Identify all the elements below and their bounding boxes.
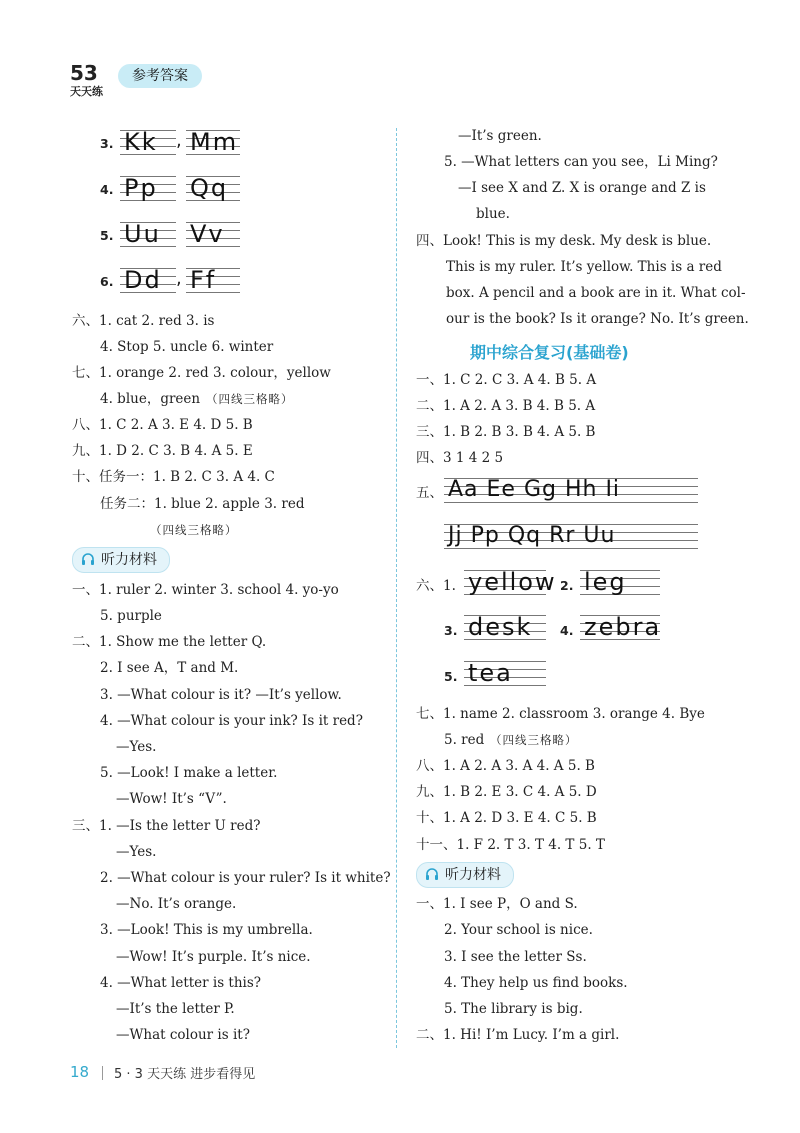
listening-material-label xyxy=(416,862,514,888)
answer-line: —Yes. xyxy=(116,739,157,755)
answer-line: 4. —What letter is this? xyxy=(100,975,262,991)
word-grid xyxy=(464,613,546,641)
letter-grid xyxy=(120,174,176,202)
answer-line: 3. —What colour is it? —It’s yellow. xyxy=(100,687,342,703)
answer-line: 四、3 1 4 2 5 xyxy=(416,450,504,466)
answer-line: 5. —What letters can you see，Li Ming? xyxy=(444,154,718,170)
listening-material-text: 听力材料 xyxy=(101,552,157,568)
answer-line: 十、1. A 2. D 3. E 4. C 5. B xyxy=(416,810,597,826)
answer-line: blue. xyxy=(476,206,510,222)
handwritten-text: Pp xyxy=(124,174,158,202)
answer-line: 六、1. cat 2. red 3. is xyxy=(72,313,215,329)
writing-grid xyxy=(444,522,698,550)
answer-line: 5. purple xyxy=(100,608,162,624)
answer-line: —Yes. xyxy=(116,844,157,860)
letter-grid xyxy=(120,266,176,294)
letter-grid xyxy=(186,220,240,248)
answer-line: 任务二：1. blue 2. apple 3. red xyxy=(100,496,305,512)
headphones-icon xyxy=(425,867,439,881)
handwritten-text: yellow xyxy=(468,568,557,596)
section-title: 期中综合复习(基础卷) xyxy=(470,343,629,362)
handwritten-text: desk xyxy=(468,613,533,641)
answer-key-badge: 参考答案 xyxy=(118,64,202,88)
word-grid xyxy=(464,659,546,687)
letter-grid xyxy=(120,128,176,156)
word-grid xyxy=(580,613,660,641)
answer-line: 4. Stop 5. uncle 6. winter xyxy=(100,339,274,355)
letter-grid xyxy=(186,128,240,156)
item-number: 3. xyxy=(444,623,458,638)
answer-note: （四线三格略） xyxy=(490,733,578,747)
answer-line: 三、1. —Is the letter U red? xyxy=(72,818,261,834)
listening-material-label xyxy=(72,547,170,573)
item-number: 5. xyxy=(100,228,114,243)
answer-line: 4. They help us find books. xyxy=(444,975,628,991)
answer-line: 一、1. I see P，O and S. xyxy=(416,896,578,912)
word-grid xyxy=(580,568,660,596)
handwritten-text: zebra xyxy=(584,613,662,641)
footer-separator xyxy=(102,1066,103,1080)
answer-line: our is the book? Is it orange? No. It’s green. xyxy=(446,311,749,327)
answer-note: （四线三格略） xyxy=(150,523,238,537)
answer-line: —I see X and Z. X is orange and Z is xyxy=(458,180,706,196)
answer-line: 九、1. B 2. E 3. C 4. A 5. D xyxy=(416,784,597,800)
answer-line: 3. I see the letter Ss. xyxy=(444,949,587,965)
answer-line: 4. —What colour is your ink? Is it red? xyxy=(100,713,363,729)
page-number: 18 xyxy=(70,1063,90,1081)
answer-line: 5. The library is big. xyxy=(444,1001,583,1017)
answer-line: —No. It’s orange. xyxy=(116,896,237,912)
answer-line: 十一、1. F 2. T 3. T 4. T 5. T xyxy=(416,837,605,853)
answer-line: 2. —What colour is your ruler? Is it white? xyxy=(100,870,391,886)
handwritten-text: Mm xyxy=(190,128,239,156)
handwritten-text: tea xyxy=(468,659,513,687)
answer-line: 4. blue，green xyxy=(100,391,201,407)
handwritten-text: Vv xyxy=(190,220,225,248)
answer-line: 5. red xyxy=(444,732,485,748)
column-divider xyxy=(396,128,397,1048)
svg-text:天天练: 天天练 xyxy=(70,85,103,98)
answer-line: 2. I see A，T and M. xyxy=(100,660,239,676)
answer-line: 2. Your school is nice. xyxy=(444,922,593,938)
item-number: 4. xyxy=(560,623,574,638)
answer-line: 十、任务一：1. B 2. C 3. A 4. C xyxy=(72,469,275,485)
item-number: 3. xyxy=(100,136,114,151)
answer-line: 七、1. orange 2. red 3. colour，yellow xyxy=(72,365,331,381)
word-grid xyxy=(464,568,557,596)
handwritten-letters: Aa Ee Gg Hh Ii xyxy=(448,477,621,502)
answer-line: —What colour is it? xyxy=(116,1027,250,1043)
answer-note: （四线三格略） xyxy=(206,392,294,406)
handwritten-letters: Jj Pp Qq Rr Uu xyxy=(448,523,616,548)
handwritten-text: Kk xyxy=(124,128,158,156)
answer-line: 七、1. name 2. classroom 3. orange 4. Bye xyxy=(416,706,705,722)
brand-logo xyxy=(68,58,116,98)
answer-line: 一、1. ruler 2. winter 3. school 4. yo-yo xyxy=(72,582,339,598)
answer-line: 一、1. C 2. C 3. A 4. B 5. A xyxy=(416,372,597,388)
letter-grid xyxy=(186,266,240,294)
footer-slogan: 5 · 3 天天练 进步看得见 xyxy=(114,1067,256,1082)
answer-line: 5. —Look! I make a letter. xyxy=(100,765,278,781)
item-number: 2. xyxy=(560,578,574,593)
answer-line: 四、Look! This is my desk. My desk is blue. xyxy=(416,233,712,249)
listening-material-text: 听力材料 xyxy=(445,867,501,883)
comma-mark: , xyxy=(176,130,182,151)
item-number: 6. xyxy=(100,274,114,289)
answer-line: box. A pencil and a book are in it. What col- xyxy=(446,285,746,301)
handwritten-text: Qq xyxy=(190,174,229,202)
handwritten-text: Dd xyxy=(124,266,162,294)
answer-line: 六、1. xyxy=(416,578,456,594)
item-number: 5. xyxy=(444,669,458,684)
handwritten-text: leg xyxy=(584,568,627,596)
answer-line: 二、1. Show me the letter Q. xyxy=(72,634,267,650)
letter-grid xyxy=(120,220,176,248)
answer-line: —It’s the letter P. xyxy=(116,1001,235,1017)
svg-text:53: 53 xyxy=(70,61,98,85)
answer-line: —Wow! It’s “V”. xyxy=(116,791,227,807)
item-number: 4. xyxy=(100,182,114,197)
answer-line: —It’s green. xyxy=(458,128,542,144)
letter-grid xyxy=(186,174,240,202)
answer-line: 3. —Look! This is my umbrella. xyxy=(100,922,313,938)
answer-line: —Wow! It’s purple. It’s nice. xyxy=(116,949,311,965)
answer-line: 八、1. C 2. A 3. E 4. D 5. B xyxy=(72,417,253,433)
writing-grid xyxy=(444,476,698,504)
handwritten-text: Ff xyxy=(190,266,217,294)
headphones-icon xyxy=(81,552,95,566)
answer-line: 三、1. B 2. B 3. B 4. A 5. B xyxy=(416,424,596,440)
answer-line: 九、1. D 2. C 3. B 4. A 5. E xyxy=(72,443,253,459)
answer-line: 八、1. A 2. A 3. A 4. A 5. B xyxy=(416,758,595,774)
answer-line: 五、 xyxy=(416,485,443,501)
answer-line: This is my ruler. It’s yellow. This is a red xyxy=(446,259,722,275)
answer-line: 二、1. A 2. A 3. B 4. B 5. A xyxy=(416,398,596,414)
comma-mark: , xyxy=(176,268,182,289)
handwritten-text: Uu xyxy=(124,220,161,248)
answer-line: 二、1. Hi! I’m Lucy. I’m a girl. xyxy=(416,1027,620,1043)
